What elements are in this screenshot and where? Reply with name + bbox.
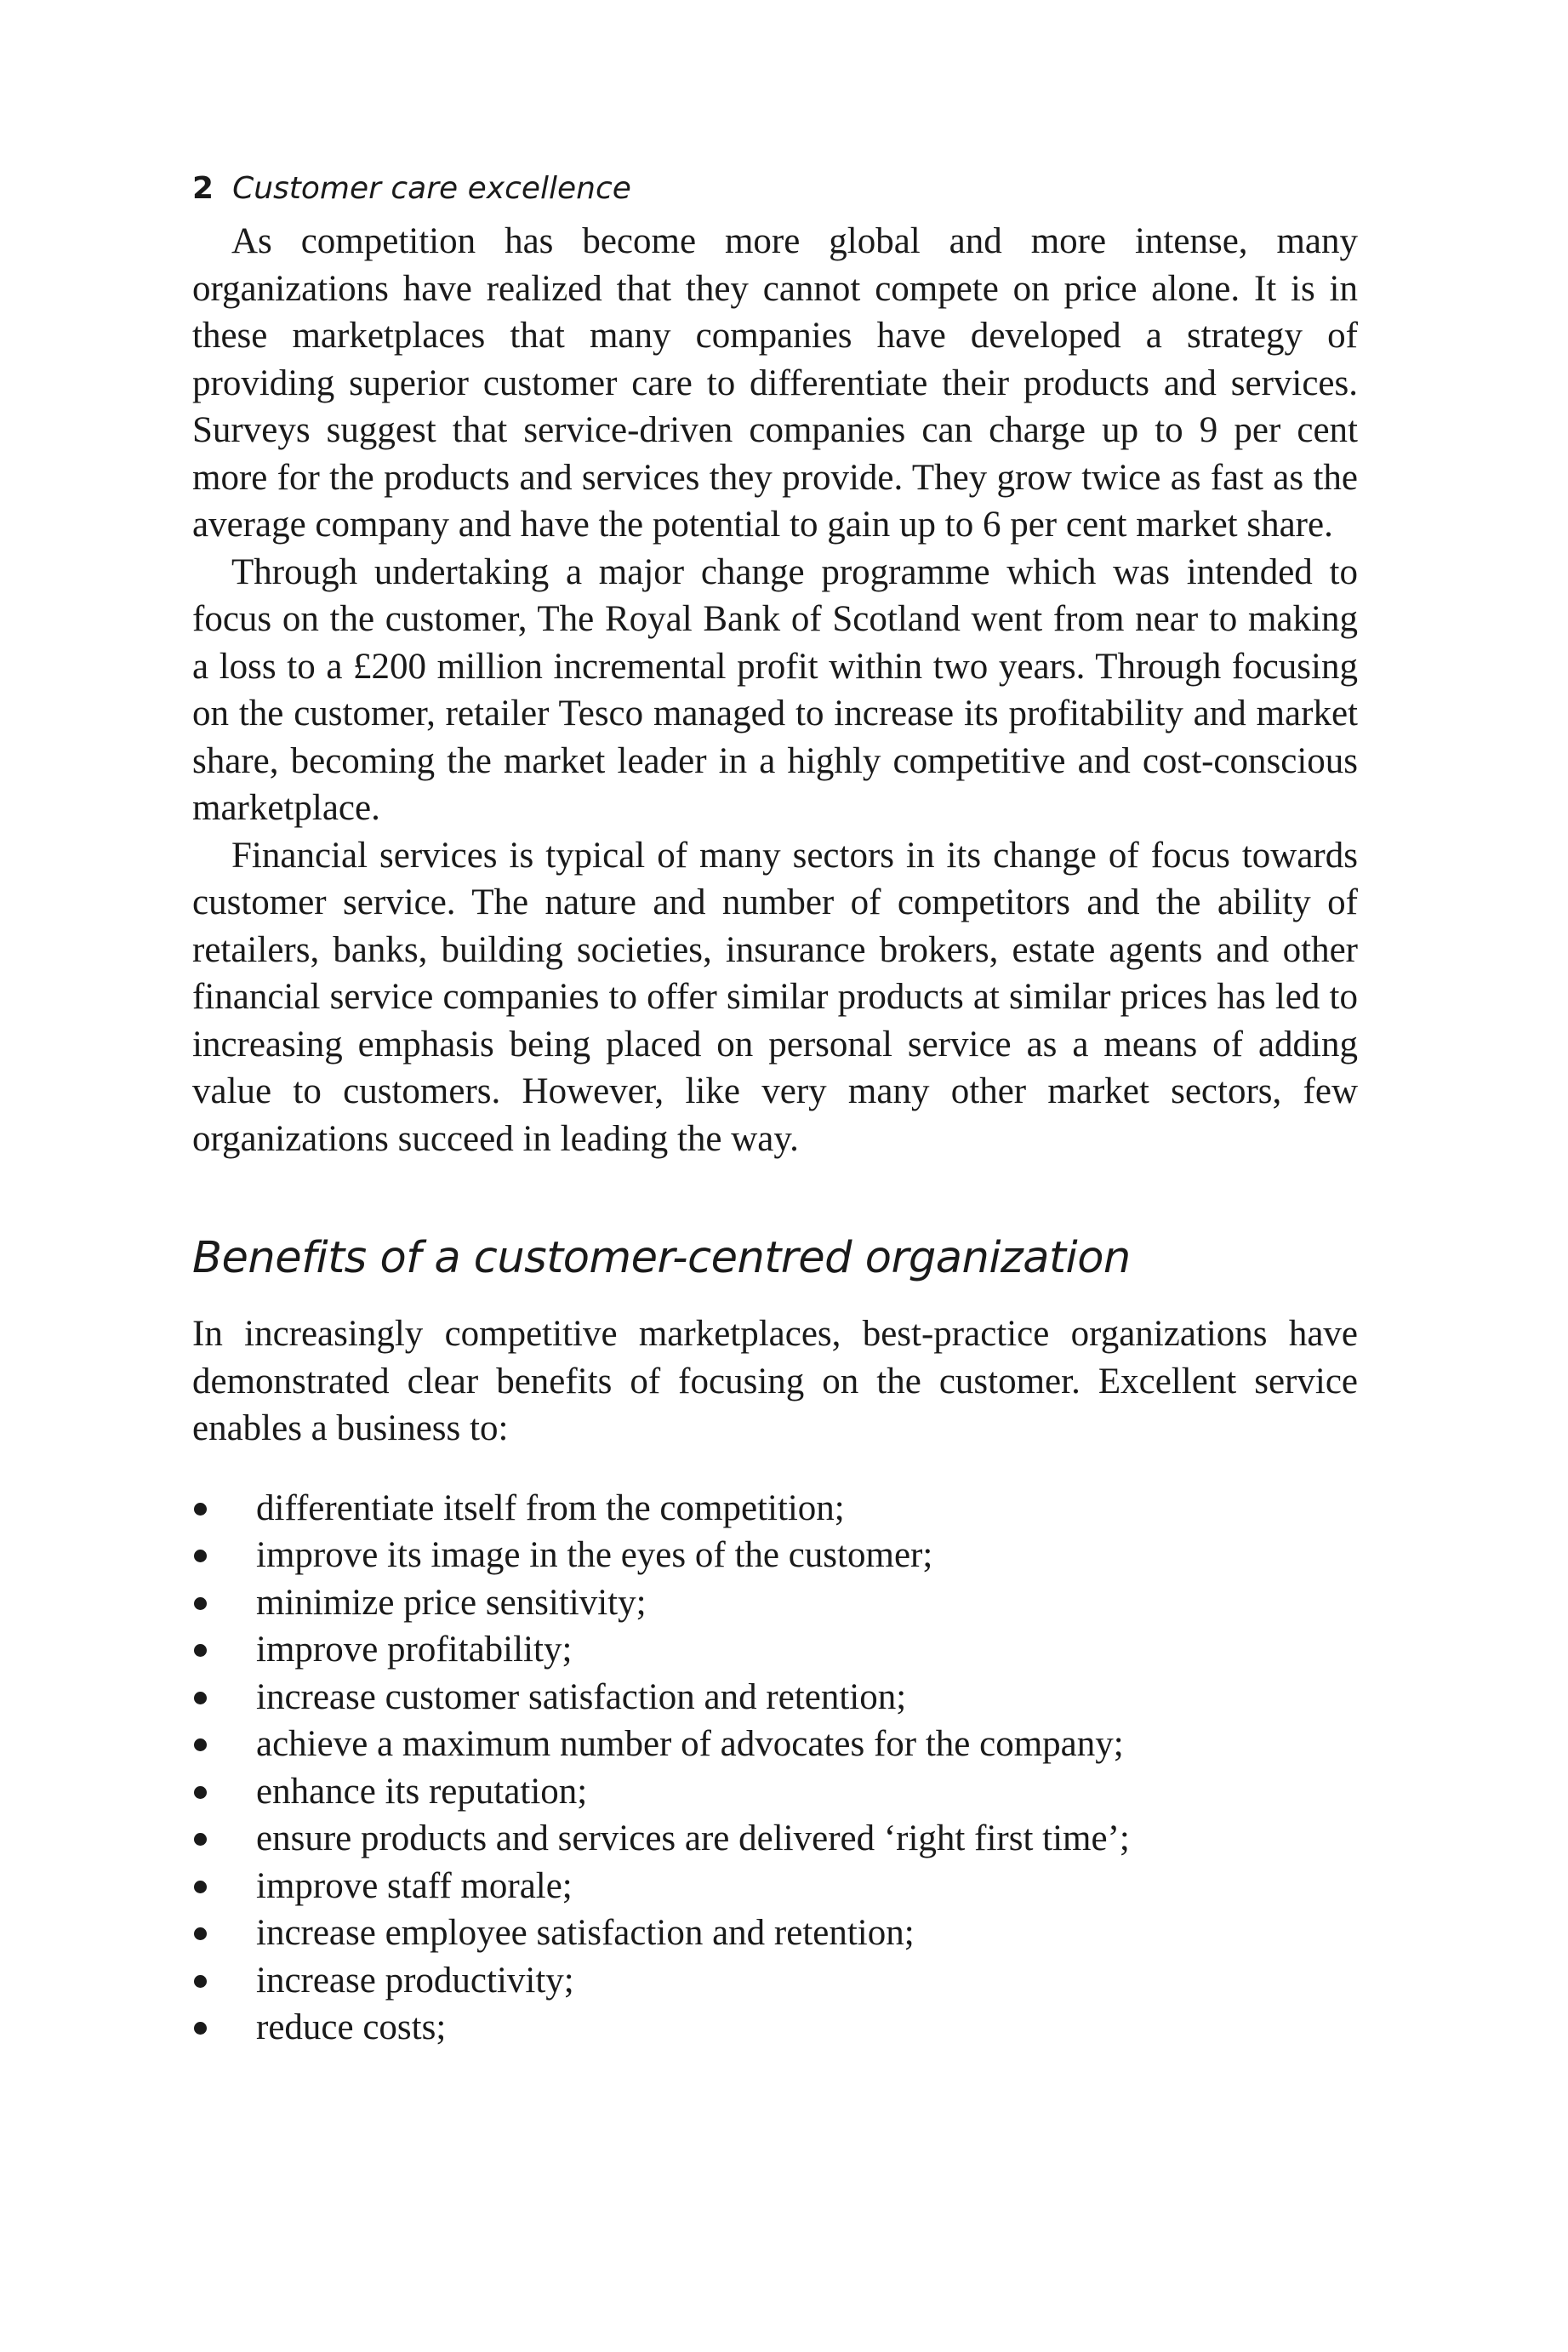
list-item [192, 1485, 1358, 1533]
list-item [192, 1674, 1358, 1721]
list-item [192, 1863, 1358, 1910]
list-item [192, 1626, 1358, 1674]
page-number: 2 [192, 171, 214, 206]
bullet-icon [194, 1692, 207, 1704]
bullet-icon [194, 1644, 207, 1657]
running-head [192, 170, 1358, 208]
list-item-text: differentiate itself from the competition; [256, 1487, 845, 1528]
bullet-icon [194, 1975, 207, 1988]
paragraph-financial-services: Financial services is typical of many sectors in its change of focus towards customer service. The nature and number of competitors and the ability of retailers, banks, building societies, insurance brokers, estate agents and other financial service companies to offer similar products at similar prices has led to increasing emphasis being placed on personal service as a means of adding value to customers. However, like very many other market sectors, few organizations succeed in leading the way. [192, 835, 1358, 1159]
bullet-icon [194, 1786, 207, 1799]
list-item-text: increase employee satisfaction and retention; [256, 1913, 915, 1953]
list-item [192, 1957, 1358, 2005]
list-item-text: improve staff morale; [256, 1865, 573, 1906]
list-item-text: achieve a maximum number of advocates for the company; [256, 1724, 1124, 1764]
list-item-text: reduce costs; [256, 2007, 447, 2047]
list-item [192, 1815, 1358, 1863]
list-item [192, 1910, 1358, 1957]
book-title: Customer care excellence [232, 171, 631, 206]
bullet-icon [194, 1597, 207, 1610]
list-item-text: improve its image in the eyes of the customer; [256, 1535, 933, 1575]
paragraph-royal-bank: Through undertaking a major change programme which was intended to focus on the customer, The Royal Bank of Scotland went from near to making a loss to a £200 million incremental profit within two years. Through focusing on the customer, retailer Tesco managed to increase its profitability and market share, becoming the market leader in a highly competitive and cost-conscious marketplace. [192, 551, 1358, 828]
list-item-text: minimize price sensitivity; [256, 1582, 647, 1623]
bullet-icon [194, 1550, 207, 1562]
list-item-text: ensure products and services are delivered ‘right first time’; [256, 1818, 1130, 1858]
list-item-text: increase productivity; [256, 1960, 574, 2001]
list-item [192, 2004, 1358, 2052]
section-intro: In increasingly competitive marketplaces, best-practice organizations have demonstrated clear benefits of focusing on the customer. Excellent service enables a business to: [192, 1314, 1358, 1448]
paragraph-competition: As competition has become more global and more intense, many organizations have realized that they cannot compete on price alone. It is in these marketplaces that many companies have developed a strategy of providing superior customer care to differentiate their products and services. Surveys suggest that service-driven companies can charge up to 9 per cent more for the products and services they provide. They grow twice as fast as the average company and have the potential to gain up to 6 per cent market share. [192, 221, 1358, 545]
bullet-icon [194, 1503, 207, 1516]
list-item [192, 1532, 1358, 1579]
list-item [192, 1768, 1358, 1816]
list-item [192, 1579, 1358, 1627]
bullet-icon [194, 1738, 207, 1751]
book-page [192, 170, 1358, 2052]
list-item-text: increase customer satisfaction and retention; [256, 1676, 907, 1717]
bullet-icon [194, 2022, 207, 2035]
list-item-text: improve profitability; [256, 1630, 573, 1670]
bullet-icon [194, 1881, 207, 1893]
bullet-icon [194, 1833, 207, 1846]
section-heading: Benefits of a customer-centred organization [192, 1233, 1131, 1283]
list-item [192, 1721, 1358, 1768]
list-item-text: enhance its reputation; [256, 1771, 588, 1812]
benefits-list [192, 1485, 1358, 2052]
bullet-icon [194, 1927, 207, 1940]
